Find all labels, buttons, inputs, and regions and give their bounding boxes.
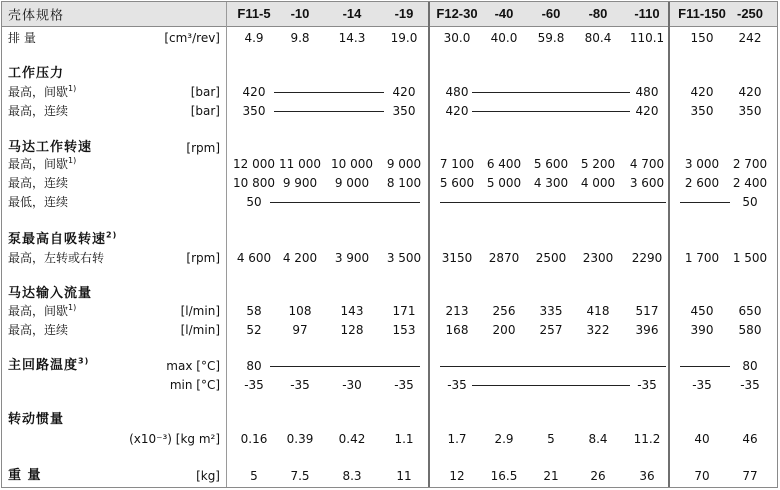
range-line (472, 111, 630, 112)
value-cell: 108 (288, 304, 312, 318)
value-cell: 0.16 (240, 432, 268, 446)
value-cell: 11.2 (633, 432, 661, 446)
footnote-marker: 3) (78, 356, 90, 366)
row-label (8, 103, 68, 119)
value-cell: 30.0 (443, 31, 471, 45)
column-header: -110 (634, 6, 660, 21)
value-cell: 26 (590, 469, 606, 483)
range-line (270, 202, 420, 203)
value-cell: 256 (492, 304, 516, 318)
value-cell: 52 (246, 323, 262, 337)
value-cell: 12 (449, 469, 465, 483)
value-cell: 3 900 (334, 251, 370, 265)
label-text: 转动惯量 (8, 412, 65, 427)
value-cell: 1 500 (732, 251, 768, 265)
value-cell: 2290 (631, 251, 663, 265)
value-cell: 9 000 (386, 157, 422, 171)
value-cell: 50 (742, 195, 758, 209)
range-line (274, 92, 384, 93)
value-cell: 3 000 (684, 157, 720, 171)
value-cell: 350 (690, 104, 714, 118)
label-text: 最高，连续 (8, 323, 69, 337)
value-cell: 480 (635, 85, 659, 99)
section-label (8, 412, 64, 428)
value-cell: 70 (694, 469, 710, 483)
value-cell: 335 (539, 304, 563, 318)
label-text: 排 量 (8, 31, 36, 45)
value-cell: 10 800 (233, 176, 275, 190)
value-cell: 5 200 (580, 157, 616, 171)
value-cell: 480 (445, 85, 469, 99)
row-label (8, 84, 76, 100)
value-cell: 7 100 (439, 157, 475, 171)
value-cell: 80.4 (584, 31, 612, 45)
value-cell: 128 (340, 323, 364, 337)
footnote-marker: 1) (68, 303, 77, 312)
column-divider (428, 2, 430, 487)
section-label (8, 232, 117, 248)
range-line (680, 366, 730, 367)
value-cell: 517 (635, 304, 659, 318)
corner-label: 壳体规格 (8, 8, 65, 24)
value-cell: 4 000 (580, 176, 616, 190)
label-text: 最高，间歇 (8, 304, 69, 318)
value-cell: 420 (635, 104, 659, 118)
label-text: 泵最高自吸转速 (8, 232, 107, 247)
value-cell: 19.0 (390, 31, 418, 45)
range-line (440, 366, 666, 367)
value-cell: 396 (635, 323, 659, 337)
value-cell: 46 (742, 432, 758, 446)
label-text: 最高，间歇 (8, 157, 69, 171)
value-cell: 4 200 (282, 251, 318, 265)
value-cell: 650 (738, 304, 762, 318)
range-line (440, 202, 666, 203)
value-cell: 390 (690, 323, 714, 337)
value-cell: 3 500 (386, 251, 422, 265)
column-header: F11-150 (678, 6, 726, 21)
row-label (8, 303, 76, 319)
footnote-marker: 1) (68, 156, 77, 165)
range-line (472, 385, 630, 386)
value-cell: 9 900 (282, 176, 318, 190)
unit-label: [l/min] (180, 323, 220, 337)
value-cell: 5 000 (486, 176, 522, 190)
value-cell: 200 (492, 323, 516, 337)
value-cell: 420 (392, 85, 416, 99)
unit-label: [cm³/rev] (164, 31, 220, 45)
value-cell: -35 (692, 378, 712, 392)
value-cell: 80 (742, 359, 758, 373)
value-cell: 9.8 (290, 31, 310, 45)
label-text: 最高，左转或右转 (8, 251, 105, 265)
section-label (8, 140, 92, 156)
value-cell: 6 400 (486, 157, 522, 171)
label-text: 最低，连续 (8, 195, 69, 209)
value-cell: 5 600 (439, 176, 475, 190)
value-cell: 580 (738, 323, 762, 337)
section-label (8, 358, 89, 374)
value-cell: 5 600 (533, 157, 569, 171)
value-cell: 97 (292, 323, 308, 337)
range-line (680, 202, 730, 203)
label-text: 重 量 (8, 468, 42, 483)
value-cell: -30 (342, 378, 362, 392)
value-cell: 8.4 (588, 432, 608, 446)
value-cell: 40.0 (490, 31, 518, 45)
unit-label: [rpm] (186, 251, 220, 265)
value-cell: 1.7 (447, 432, 467, 446)
value-cell: 350 (738, 104, 762, 118)
section-label (8, 66, 64, 82)
column-divider (226, 2, 227, 487)
value-cell: 213 (445, 304, 469, 318)
value-cell: 36 (639, 469, 655, 483)
value-cell: 4.9 (244, 31, 264, 45)
row-label (8, 30, 36, 46)
row-label (8, 250, 104, 266)
value-cell: 2300 (582, 251, 614, 265)
value-cell: 2 400 (732, 176, 768, 190)
value-cell: 143 (340, 304, 364, 318)
footnote-marker: 2) (106, 230, 118, 240)
value-cell: 9 000 (334, 176, 370, 190)
column-header: -10 (290, 6, 310, 21)
value-cell: 2870 (488, 251, 520, 265)
value-cell: 150 (690, 31, 714, 45)
range-line (270, 366, 420, 367)
value-cell: 77 (742, 469, 758, 483)
value-cell: 4 300 (533, 176, 569, 190)
value-cell: 0.39 (286, 432, 314, 446)
value-cell: 8 100 (386, 176, 422, 190)
column-divider (668, 2, 670, 487)
value-cell: 7.5 (290, 469, 310, 483)
value-cell: 2 600 (684, 176, 720, 190)
value-cell: 4 600 (236, 251, 272, 265)
value-cell: 5 (547, 432, 555, 446)
row-label (8, 156, 76, 172)
value-cell: 16.5 (490, 469, 518, 483)
value-cell: 80 (246, 359, 262, 373)
label-text: 马达工作转速 (8, 140, 93, 155)
label-text: 主回路温度 (8, 358, 79, 373)
value-cell: 0.42 (338, 432, 366, 446)
value-cell: 450 (690, 304, 714, 318)
section-label (8, 468, 42, 484)
value-cell: 11 000 (279, 157, 321, 171)
value-cell: 420 (738, 85, 762, 99)
table-frame (1, 1, 778, 488)
value-cell: 2 700 (732, 157, 768, 171)
value-cell: 350 (392, 104, 416, 118)
value-cell: 420 (690, 85, 714, 99)
value-cell: 168 (445, 323, 469, 337)
column-header: -40 (494, 6, 514, 21)
unit-label: [kg] (196, 469, 220, 483)
value-cell: -35 (244, 378, 264, 392)
column-header: -19 (394, 6, 414, 21)
value-cell: 21 (543, 469, 559, 483)
value-cell: 58 (246, 304, 262, 318)
value-cell: 1.1 (394, 432, 414, 446)
value-cell: 350 (242, 104, 266, 118)
value-cell: 1 700 (684, 251, 720, 265)
value-cell: 11 (396, 469, 412, 483)
value-cell: 12 000 (233, 157, 275, 171)
value-cell: 153 (392, 323, 416, 337)
unit-label: min [°C] (169, 378, 220, 392)
value-cell: 420 (242, 85, 266, 99)
label-text: 工作压力 (8, 66, 65, 81)
value-cell: -35 (290, 378, 310, 392)
unit-label: [rpm] (186, 141, 220, 155)
value-cell: 257 (539, 323, 563, 337)
value-cell: -35 (447, 378, 467, 392)
value-cell: -35 (740, 378, 760, 392)
value-cell: 10 000 (331, 157, 373, 171)
value-cell: 2500 (535, 251, 567, 265)
label-text: 最高，间歇 (8, 85, 69, 99)
value-cell: 418 (586, 304, 610, 318)
value-cell: 8.3 (342, 469, 362, 483)
label-text: 最高，连续 (8, 104, 69, 118)
section-label (8, 286, 92, 302)
value-cell: 420 (445, 104, 469, 118)
range-line (472, 92, 630, 93)
column-header: F11-5 (237, 6, 271, 21)
value-cell: 5 (250, 469, 258, 483)
value-cell: 50 (246, 195, 262, 209)
unit-label: max [°C] (166, 359, 220, 373)
row-label (8, 175, 68, 191)
value-cell: 59.8 (537, 31, 565, 45)
row-label (8, 322, 68, 338)
row-label (8, 194, 68, 210)
value-cell: 3150 (441, 251, 473, 265)
value-cell: 3 600 (629, 176, 665, 190)
footnote-marker: 1) (68, 84, 77, 93)
unit-label: (x10⁻³) [kg m²] (129, 432, 220, 446)
column-header: -80 (588, 6, 608, 21)
value-cell: 322 (586, 323, 610, 337)
value-cell: 2.9 (494, 432, 514, 446)
unit-label: [bar] (190, 104, 220, 118)
value-cell: -35 (394, 378, 414, 392)
value-cell: -35 (637, 378, 657, 392)
column-header: -250 (736, 6, 764, 21)
unit-label: [bar] (190, 85, 220, 99)
column-header: F12-30 (436, 6, 478, 21)
value-cell: 4 700 (629, 157, 665, 171)
label-text: 马达输入流量 (8, 286, 93, 301)
unit-label: [l/min] (180, 304, 220, 318)
column-header: -60 (541, 6, 561, 21)
range-line (274, 111, 384, 112)
value-cell: 110.1 (629, 31, 665, 45)
header-row (2, 2, 777, 27)
value-cell: 40 (694, 432, 710, 446)
value-cell: 242 (738, 31, 762, 45)
value-cell: 171 (392, 304, 416, 318)
value-cell: 14.3 (338, 31, 366, 45)
label-text: 最高，连续 (8, 176, 69, 190)
column-header: -14 (342, 6, 362, 21)
